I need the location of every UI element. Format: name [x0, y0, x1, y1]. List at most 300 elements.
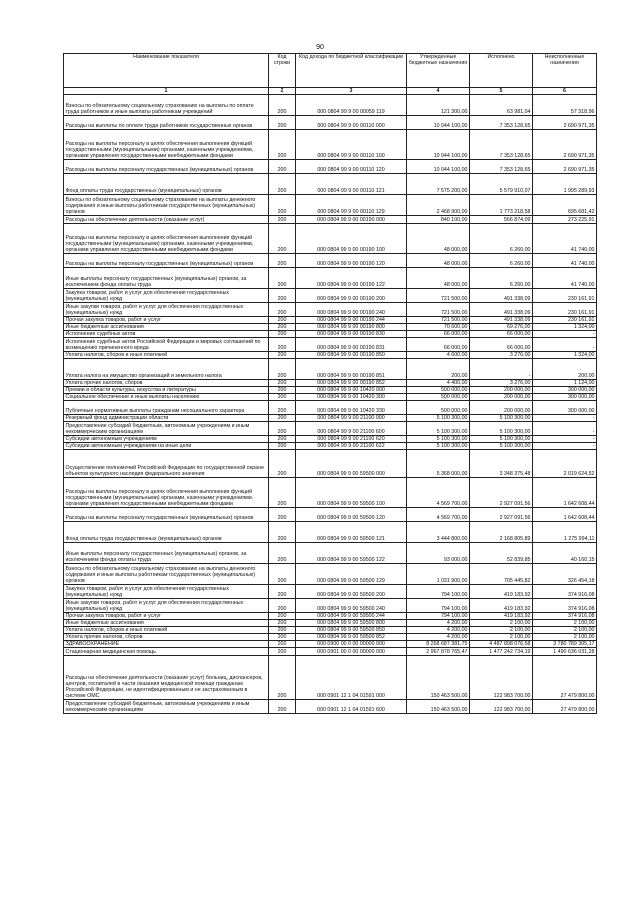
- row-budget-class-code: 000 0804 99 9 00 00190 120: [296, 254, 407, 268]
- row-executed-amount: 5 100 300,00: [470, 436, 533, 443]
- row-line-code: 200: [269, 620, 296, 627]
- row-line-code: 200: [269, 648, 296, 656]
- row-name: Уплата налогов, сборов и иных платежей: [64, 627, 269, 634]
- row-budget-class-code: 000 0804 99 9 00 59500 122: [296, 543, 407, 564]
- row-remaining-amount: 57 318,96: [533, 95, 597, 116]
- row-line-code: 200: [269, 641, 296, 648]
- row-budget-class-code: 000 0804 99 9 00 00190 200: [296, 289, 407, 303]
- row-line-code: 200: [269, 401, 296, 415]
- row-name: Иные выплаты персоналу государственных (муниципальных) органов, за исключением фонда оплаты труда: [64, 543, 269, 564]
- row-executed-amount: 200 000,00: [470, 394, 533, 401]
- row-budget-class-code: 000 0804 99 9 00 59500 000: [296, 450, 407, 478]
- row-remaining-amount: 41 740,00: [533, 254, 597, 268]
- row-remaining-amount: 2 019 624,52: [533, 450, 597, 478]
- row-remaining-amount: 3 780 789 305,17: [533, 641, 597, 648]
- table-row: [64, 303, 597, 317]
- row-budget-class-code: 000 0804 99 9 00 00110 120: [296, 160, 407, 174]
- table-row: [64, 543, 597, 564]
- row-name: Расходы на выплаты персоналу в целях обеспечения выполнения функций государственными (муниципальными) органами, казенными учреждениями, органами управления государственными внебюджетными фондами: [64, 130, 269, 160]
- table-row: [64, 522, 597, 543]
- row-line-code: 200: [269, 331, 296, 338]
- row-line-code: 200: [269, 303, 296, 317]
- table-row: [64, 422, 597, 436]
- row-approved-amount: 500 000,00: [407, 401, 470, 415]
- table-row: [64, 387, 597, 394]
- row-remaining-amount: 230 161,91: [533, 289, 597, 303]
- row-remaining-amount: 2 690 971,35: [533, 160, 597, 174]
- row-budget-class-code: 000 0804 99 9 00 00190 850: [296, 352, 407, 359]
- row-budget-class-code: 000 0804 99 9 00 59500 129: [296, 564, 407, 585]
- row-line-code: 200: [269, 224, 296, 254]
- row-name: Исполнение судебных актов: [64, 331, 269, 338]
- row-executed-amount: 200 000,00: [470, 401, 533, 415]
- table-row: [64, 116, 597, 130]
- row-approved-amount: 840 100,00: [407, 216, 470, 224]
- row-executed-amount: 6 260,00: [470, 254, 533, 268]
- row-approved-amount: 1 031 900,00: [407, 564, 470, 585]
- table-row: [64, 394, 597, 401]
- row-executed-amount: 491 338,09: [470, 303, 533, 317]
- row-name: Публичные нормативные выплаты гражданам несоциального характера: [64, 401, 269, 415]
- column-number: 2: [269, 88, 296, 95]
- row-budget-class-code: 000 0804 99 9 00 10420 000: [296, 387, 407, 394]
- row-remaining-amount: 1 324,00: [533, 324, 597, 331]
- row-executed-amount: 63 981,04: [470, 95, 533, 116]
- row-budget-class-code: 000 0900 00 0 00 00000 000: [296, 641, 407, 648]
- row-remaining-amount: 41 740,00: [533, 268, 597, 289]
- row-approved-amount: 10 044 100,00: [407, 116, 470, 130]
- row-line-code: 200: [269, 508, 296, 522]
- column-number: 5: [470, 88, 533, 95]
- row-executed-amount: 66 000,00: [470, 338, 533, 352]
- table-row: [64, 380, 597, 387]
- row-name: Закупка товаров, работ и услуг для обеспечения государственных (муниципальных) нужд: [64, 289, 269, 303]
- row-remaining-amount: 200,00: [533, 359, 597, 380]
- row-executed-amount: 52 839,85: [470, 543, 533, 564]
- row-remaining-amount: -: [533, 338, 597, 352]
- row-name: Расходы на обеспечение деятельности (оказание услуг) больниц, диспансеров, центров, госпиталей в части оказания медицинской помощи гражданам Российской Федерации, не идентифицированным и не застрахованным в системе ОМС: [64, 656, 269, 700]
- row-name: Расходы на выплаты по оплате труда работников государственных органов: [64, 116, 269, 130]
- row-executed-amount: 5 579 910,07: [470, 174, 533, 195]
- row-budget-class-code: 000 0804 99 9 00 21100 622: [296, 443, 407, 450]
- row-approved-amount: 10 044 100,00: [407, 130, 470, 160]
- row-budget-class-code: 000 0804 99 9 00 00190 852: [296, 380, 407, 387]
- row-approved-amount: 794 100,00: [407, 599, 470, 613]
- row-name: Фонд оплаты труда государственных (муниципальных) органов: [64, 522, 269, 543]
- row-budget-class-code: 000 0804 99 9 00 00190 800: [296, 324, 407, 331]
- row-approved-amount: 4 200,00: [407, 634, 470, 641]
- header-line-code: Код строки: [269, 54, 296, 88]
- row-line-code: 200: [269, 436, 296, 443]
- row-budget-class-code: 000 0804 99 9 00 21100 620: [296, 436, 407, 443]
- row-executed-amount: 705 445,82: [470, 564, 533, 585]
- row-remaining-amount: 326 454,18: [533, 564, 597, 585]
- row-name: ЗДРАВООХРАНЕНИЕ: [64, 641, 269, 648]
- row-approved-amount: 2 468 900,00: [407, 195, 470, 216]
- table-row: [64, 585, 597, 599]
- row-name: Стационарная медицинская помощь: [64, 648, 269, 656]
- row-approved-amount: 200,00: [407, 359, 470, 380]
- table-row: [64, 317, 597, 324]
- row-executed-amount: 7 353 128,65: [470, 160, 533, 174]
- row-approved-amount: 4 569 700,00: [407, 478, 470, 508]
- row-approved-amount: 10 044 100,00: [407, 160, 470, 174]
- table-row: [64, 289, 597, 303]
- row-name: Иные бюджетные ассигнования: [64, 324, 269, 331]
- table-row: [64, 338, 597, 352]
- row-name: Взносы по обязательному социальному страхованию на выплаты денежного содержания и иные выплаты работникам государственных (муниципальных) органов: [64, 195, 269, 216]
- row-budget-class-code: 000 0804 99 9 00 59500 240: [296, 599, 407, 613]
- row-line-code: 200: [269, 422, 296, 436]
- row-budget-class-code: 000 0901 00 0 00 00000 000: [296, 648, 407, 656]
- row-executed-amount: 491 338,09: [470, 317, 533, 324]
- budget-execution-table: [63, 53, 597, 714]
- row-remaining-amount: 2 690 971,35: [533, 116, 597, 130]
- row-remaining-amount: 374 916,08: [533, 585, 597, 599]
- row-line-code: 200: [269, 380, 296, 387]
- row-remaining-amount: 695 681,42: [533, 195, 597, 216]
- row-remaining-amount: 1 490 636 031,28: [533, 648, 597, 656]
- table-row: [64, 174, 597, 195]
- header-indicator-name: Наименование показателя: [64, 54, 269, 88]
- row-executed-amount: 2 100,00: [470, 627, 533, 634]
- row-budget-class-code: 000 0804 99 9 00 59500 800: [296, 620, 407, 627]
- row-budget-class-code: 000 0804 99 9 00 00190 830: [296, 331, 407, 338]
- row-executed-amount: 2 168 805,89: [470, 522, 533, 543]
- row-line-code: 200: [269, 359, 296, 380]
- row-line-code: 200: [269, 338, 296, 352]
- row-executed-amount: 6 260,00: [470, 224, 533, 254]
- row-executed-amount: 566 874,09: [470, 216, 533, 224]
- row-approved-amount: 5 100 300,00: [407, 422, 470, 436]
- row-name: Субсидии автономным учреждениям на иные цели: [64, 443, 269, 450]
- row-budget-class-code: 000 0804 99 9 00 00190 122: [296, 268, 407, 289]
- table-row: [64, 508, 597, 522]
- row-executed-amount: 3 348 375,48: [470, 450, 533, 478]
- row-line-code: 200: [269, 289, 296, 303]
- row-remaining-amount: 27 479 800,00: [533, 700, 597, 714]
- row-approved-amount: 721 500,00: [407, 303, 470, 317]
- row-budget-class-code: 000 0804 99 9 00 59500 850: [296, 627, 407, 634]
- row-name: Предоставление субсидий бюджетным, автономным учреждениям и иным некоммерческим организациям: [64, 422, 269, 436]
- row-budget-class-code: 000 0804 99 9 00 10420 300: [296, 394, 407, 401]
- row-approved-amount: 48 000,00: [407, 254, 470, 268]
- table-row: [64, 436, 597, 443]
- row-approved-amount: 5 100 300,00: [407, 415, 470, 422]
- row-line-code: 200: [269, 160, 296, 174]
- table-body: [64, 95, 597, 714]
- row-line-code: 200: [269, 543, 296, 564]
- row-line-code: 200: [269, 387, 296, 394]
- row-remaining-amount: 40 160,15: [533, 543, 597, 564]
- row-executed-amount: 4 487 898 076,58: [470, 641, 533, 648]
- row-line-code: 200: [269, 700, 296, 714]
- table-header-row: [64, 54, 597, 88]
- row-name: Субсидии автономным учреждениям: [64, 436, 269, 443]
- row-remaining-amount: 27 479 800,00: [533, 656, 597, 700]
- row-name: Иные закупки товаров, работ и услуг для обеспечения государственных (муниципальных) нужд: [64, 303, 269, 317]
- row-budget-class-code: 000 0804 99 9 00 21100 000: [296, 415, 407, 422]
- row-line-code: 200: [269, 394, 296, 401]
- row-remaining-amount: 1 995 289,93: [533, 174, 597, 195]
- row-executed-amount: 66 000,00: [470, 331, 533, 338]
- header-remaining: Неисполненные назначения: [533, 54, 597, 88]
- row-line-code: 200: [269, 522, 296, 543]
- row-approved-amount: 794 100,00: [407, 613, 470, 620]
- row-approved-amount: 150 463 500,00: [407, 656, 470, 700]
- row-executed-amount: 5 100 300,00: [470, 422, 533, 436]
- header-budget-class-code: Код дохода по бюджетной классификации: [296, 54, 407, 88]
- row-line-code: 200: [269, 627, 296, 634]
- row-budget-class-code: 000 0804 99 9 00 59500 120: [296, 508, 407, 522]
- row-name: Закупка товаров, работ и услуг для обеспечения государственных (муниципальных) нужд: [64, 585, 269, 599]
- row-name: Иные бюджетные ассигнования: [64, 620, 269, 627]
- row-approved-amount: 721 500,00: [407, 317, 470, 324]
- row-line-code: 200: [269, 216, 296, 224]
- row-line-code: 200: [269, 634, 296, 641]
- table-row: [64, 324, 597, 331]
- row-executed-amount: 419 183,92: [470, 599, 533, 613]
- row-approved-amount: 794 100,00: [407, 585, 470, 599]
- table-row: [64, 160, 597, 174]
- row-executed-amount: 419 183,92: [470, 613, 533, 620]
- table-row: [64, 254, 597, 268]
- row-executed-amount: 2 927 091,56: [470, 508, 533, 522]
- row-line-code: 200: [269, 317, 296, 324]
- row-remaining-amount: 300 000,00: [533, 387, 597, 394]
- row-budget-class-code: 000 0901 12 1 04 01591 000: [296, 656, 407, 700]
- row-executed-amount: 200 000,00: [470, 387, 533, 394]
- row-remaining-amount: -: [533, 443, 597, 450]
- row-budget-class-code: 000 0804 99 9 00 00190 000: [296, 216, 407, 224]
- row-name: Фонд оплаты труда государственных (муниципальных) органов: [64, 174, 269, 195]
- page-number: 90: [316, 44, 324, 51]
- row-executed-amount: 69 276,00: [470, 324, 533, 331]
- row-budget-class-code: 000 0804 99 9 00 00190 831: [296, 338, 407, 352]
- row-name: Расходы на выплаты персоналу государственных (муниципальных) органов: [64, 508, 269, 522]
- row-remaining-amount: -: [533, 422, 597, 436]
- table-row: [64, 641, 597, 648]
- row-budget-class-code: 000 0901 12 1 04 01591 600: [296, 700, 407, 714]
- row-line-code: 200: [269, 585, 296, 599]
- row-name: Иные выплаты персоналу государственных (муниципальных) органов, за исключением фонда оплаты труда: [64, 268, 269, 289]
- row-name: Уплата прочих налогов, сборов: [64, 380, 269, 387]
- row-remaining-amount: 374 916,08: [533, 613, 597, 620]
- table-row: [64, 564, 597, 585]
- row-name: Уплата налога на имущество организаций и земельного налога: [64, 359, 269, 380]
- row-line-code: 200: [269, 443, 296, 450]
- row-approved-amount: 4 200,00: [407, 627, 470, 634]
- row-approved-amount: 66 000,00: [407, 338, 470, 352]
- row-name: Осуществление полномочий Российской Федерации по государственной охране объектов культурного наследия федерального значения: [64, 450, 269, 478]
- row-approved-amount: 4 400,00: [407, 380, 470, 387]
- table-row: [64, 195, 597, 216]
- row-budget-class-code: 000 0804 99 9 00 00190 240: [296, 303, 407, 317]
- table-row: [64, 401, 597, 415]
- table-row: [64, 415, 597, 422]
- row-approved-amount: 500 000,00: [407, 394, 470, 401]
- row-budget-class-code: 000 0804 99 9 00 59500 121: [296, 522, 407, 543]
- row-line-code: 200: [269, 95, 296, 116]
- row-remaining-amount: 2 100,00: [533, 627, 597, 634]
- table-row: [64, 620, 597, 627]
- row-budget-class-code: 000 0804 99 9 00 10420 330: [296, 401, 407, 415]
- table-row: [64, 443, 597, 450]
- row-approved-amount: 48 000,00: [407, 268, 470, 289]
- header-approved: Утвержденные бюджетные назначения: [407, 54, 470, 88]
- table-row: [64, 224, 597, 254]
- row-executed-amount: 122 983 700,00: [470, 700, 533, 714]
- row-name: Уплата налогов, сборов и иных платежей: [64, 352, 269, 359]
- table-row: [64, 268, 597, 289]
- row-remaining-amount: -: [533, 331, 597, 338]
- row-name: Взносы по обязательному социальному страхованию на выплаты денежного содержания и иные выплаты работникам государственных (муниципальных) органов: [64, 564, 269, 585]
- table-row: [64, 634, 597, 641]
- row-remaining-amount: 300 000,00: [533, 394, 597, 401]
- row-remaining-amount: 1 324,00: [533, 352, 597, 359]
- row-executed-amount: 419 183,92: [470, 585, 533, 599]
- row-line-code: 200: [269, 268, 296, 289]
- table-row: [64, 130, 597, 160]
- column-number: 4: [407, 88, 470, 95]
- row-line-code: 200: [269, 254, 296, 268]
- row-name: Расходы на выплаты персоналу государственных (муниципальных) органов: [64, 254, 269, 268]
- row-approved-amount: 8 268 687 381,75: [407, 641, 470, 648]
- row-line-code: 200: [269, 130, 296, 160]
- row-remaining-amount: 41 740,00: [533, 224, 597, 254]
- table-row: [64, 359, 597, 380]
- row-name: Взносы по обязательному социальному страхованию на выплаты по оплате труда работников и иные выплаты работникам учреждений: [64, 95, 269, 116]
- row-name: Расходы на выплаты персоналу государственных (муниципальных) органов: [64, 160, 269, 174]
- row-line-code: 200: [269, 656, 296, 700]
- table-row: [64, 599, 597, 613]
- row-executed-amount: 5 100 300,00: [470, 415, 533, 422]
- row-budget-class-code: 000 0804 99 9 00 00059 119: [296, 95, 407, 116]
- row-remaining-amount: 273 225,91: [533, 216, 597, 224]
- row-remaining-amount: 1 275 994,11: [533, 522, 597, 543]
- row-approved-amount: 121 300,00: [407, 95, 470, 116]
- row-budget-class-code: 000 0804 99 9 00 59500 852: [296, 634, 407, 641]
- table-row: [64, 648, 597, 656]
- row-budget-class-code: 000 0804 99 9 00 00110 129: [296, 195, 407, 216]
- row-name: Прочая закупка товаров, работ и услуг: [64, 613, 269, 620]
- row-name: Резервный фонд администрации области: [64, 415, 269, 422]
- row-remaining-amount: 374 916,08: [533, 599, 597, 613]
- row-executed-amount: 2 100,00: [470, 620, 533, 627]
- row-approved-amount: 48 000,00: [407, 224, 470, 254]
- row-remaining-amount: 2 690 971,35: [533, 130, 597, 160]
- row-budget-class-code: 000 0804 99 9 00 00190 100: [296, 224, 407, 254]
- column-number: 3: [296, 88, 407, 95]
- row-name: Предоставление субсидий бюджетным, автономным учреждениям и иным некоммерческим организациям: [64, 700, 269, 714]
- row-line-code: 200: [269, 599, 296, 613]
- row-line-code: 200: [269, 352, 296, 359]
- row-line-code: 200: [269, 415, 296, 422]
- table-row: [64, 656, 597, 700]
- row-name: Уплата прочих налогов, сборов: [64, 634, 269, 641]
- row-name: Социальное обеспечение и иные выплаты населению: [64, 394, 269, 401]
- row-budget-class-code: 000 0804 99 9 00 00110 000: [296, 116, 407, 130]
- row-executed-amount: -: [470, 359, 533, 380]
- row-budget-class-code: 000 0804 99 9 00 59500 244: [296, 613, 407, 620]
- row-executed-amount: 3 276,00: [470, 380, 533, 387]
- row-executed-amount: 491 338,09: [470, 289, 533, 303]
- row-name: Расходы на обеспечение деятельности (оказание услуг): [64, 216, 269, 224]
- row-approved-amount: 66 000,00: [407, 331, 470, 338]
- row-remaining-amount: 230 161,91: [533, 317, 597, 324]
- row-line-code: 200: [269, 324, 296, 331]
- row-approved-amount: 4 569 700,00: [407, 508, 470, 522]
- row-remaining-amount: 1 642 608,44: [533, 508, 597, 522]
- row-line-code: 200: [269, 478, 296, 508]
- header-executed: Исполнено: [470, 54, 533, 88]
- row-name: Прочая закупка товаров, работ и услуг: [64, 317, 269, 324]
- table-row: [64, 331, 597, 338]
- row-line-code: 200: [269, 174, 296, 195]
- row-executed-amount: 5 100 300,00: [470, 443, 533, 450]
- row-name: Расходы на выплаты персоналу в целях обеспечения выполнения функций государственными (муниципальными) органами, казенными учреждениями, органами управления государственными внебюджетными фондами: [64, 224, 269, 254]
- row-executed-amount: 122 983 700,00: [470, 656, 533, 700]
- row-executed-amount: 6 260,00: [470, 268, 533, 289]
- row-line-code: 200: [269, 116, 296, 130]
- row-approved-amount: 4 200,00: [407, 620, 470, 627]
- row-budget-class-code: 000 0804 99 9 00 00110 121: [296, 174, 407, 195]
- row-approved-amount: 5 100 300,00: [407, 436, 470, 443]
- row-remaining-amount: 1 124,00: [533, 380, 597, 387]
- row-approved-amount: 500 000,00: [407, 387, 470, 394]
- row-remaining-amount: -: [533, 415, 597, 422]
- table-row: [64, 613, 597, 620]
- row-approved-amount: 5 368 000,00: [407, 450, 470, 478]
- row-line-code: 200: [269, 450, 296, 478]
- row-approved-amount: 150 463 500,00: [407, 700, 470, 714]
- row-approved-amount: 7 575 200,00: [407, 174, 470, 195]
- row-executed-amount: 1 773 218,58: [470, 195, 533, 216]
- row-budget-class-code: 000 0804 99 9 00 00110 100: [296, 130, 407, 160]
- row-executed-amount: 7 353 128,65: [470, 130, 533, 160]
- row-remaining-amount: 230 161,91: [533, 303, 597, 317]
- row-line-code: 200: [269, 564, 296, 585]
- row-remaining-amount: 300 000,00: [533, 401, 597, 415]
- column-number-row: [64, 88, 597, 95]
- row-executed-amount: 7 353 128,65: [470, 116, 533, 130]
- row-budget-class-code: 000 0804 99 9 00 00190 244: [296, 317, 407, 324]
- row-remaining-amount: -: [533, 436, 597, 443]
- row-name: Расходы на выплаты персоналу в целях обеспечения выполнения функций государственными (муниципальными) органами, казенными учреждениями, органами управления государственными внебюджетными фондами: [64, 478, 269, 508]
- row-executed-amount: 3 276,00: [470, 352, 533, 359]
- row-executed-amount: 2 927 091,56: [470, 478, 533, 508]
- row-remaining-amount: 1 642 608,44: [533, 478, 597, 508]
- row-executed-amount: 2 100,00: [470, 634, 533, 641]
- row-approved-amount: 721 500,00: [407, 289, 470, 303]
- table-row: [64, 700, 597, 714]
- row-remaining-amount: 2 100,00: [533, 634, 597, 641]
- table-row: [64, 216, 597, 224]
- row-name: Иные закупки товаров, работ и услуг для обеспечения государственных (муниципальных) нужд: [64, 599, 269, 613]
- row-name: Исполнение судебных актов Российской Федерации и мировых соглашений по возмещению причиненного вреда: [64, 338, 269, 352]
- row-approved-amount: 4 600,00: [407, 352, 470, 359]
- row-approved-amount: 93 000,00: [407, 543, 470, 564]
- row-budget-class-code: 000 0804 99 9 00 21100 600: [296, 422, 407, 436]
- row-remaining-amount: 2 100,00: [533, 620, 597, 627]
- row-approved-amount: 3 444 800,00: [407, 522, 470, 543]
- row-line-code: 200: [269, 195, 296, 216]
- row-approved-amount: 2 967 878 765,47: [407, 648, 470, 656]
- row-budget-class-code: 000 0804 99 9 00 00190 851: [296, 359, 407, 380]
- row-approved-amount: 70 600,00: [407, 324, 470, 331]
- column-number: 6: [533, 88, 597, 95]
- table-row: [64, 352, 597, 359]
